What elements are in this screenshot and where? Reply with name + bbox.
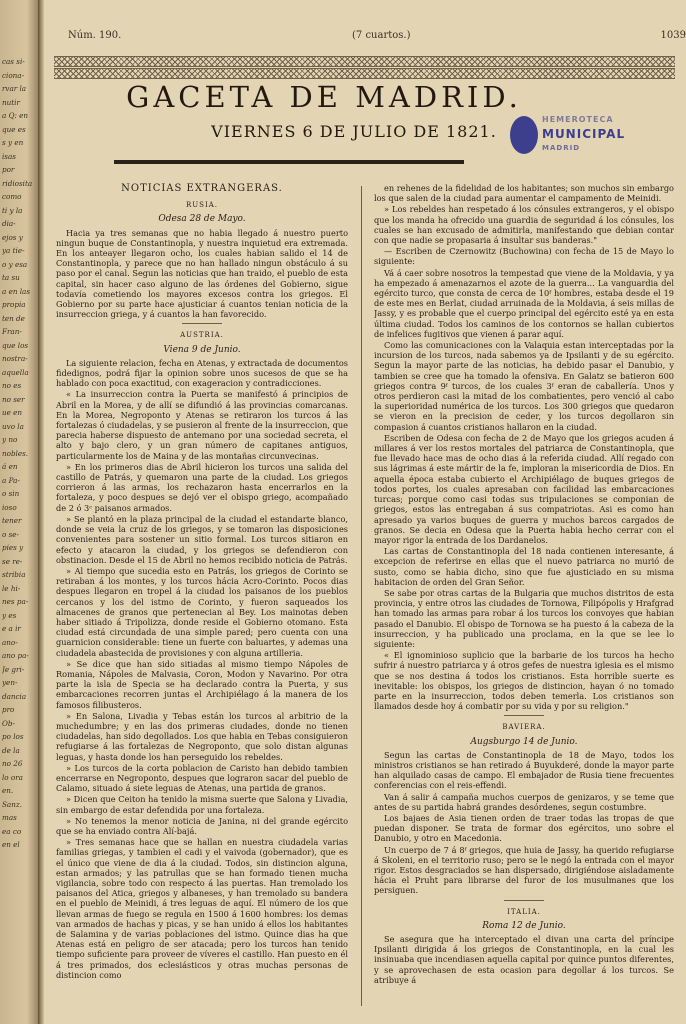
article-paragraph: » No tenemos la menor noticia de Janina, ni del grande egército que se ha enviado contra Alí-bajá. — [56, 815, 348, 836]
article-paragraph: « El ignominioso suplicio que la barbarie de los turcos ha hecho sufrir á nuestro patriarca y á otros gefes de nuestra iglesia es el mismo que se nos destina á todos los cristianos. Esta horrible suerte es inevitable: los obispos, los griegos de distincion, hayan ó no tomado parte en la insurreccion, todos deben temerla. Los cristianos son llamados desde hoy á combatir por su vida y por su religion." — [374, 650, 674, 712]
masthead-title: GACETA DE MADRID. — [126, 80, 522, 114]
article-paragraph: Vá á caer sobre nosotros la tempestad que viene de la Moldavia, y ya ha empezado á amenazarnos el azote de la guerra... La vanguardia del egército turco, que consta de cerca de 10ᶠ hombres, estaba desde el 19 de este mes en Berlat, ciudad arruinada de la Moldavia, á seis millas de Jassy, y es probable que el cuerpo principal del egército esté ya en esta última ciudad. Todos los caminos de los contornos se hallan cubiertos de infelices fugitivos que vienen á parar aquí. — [374, 267, 674, 339]
margin-fragment: lo ora — [2, 772, 23, 782]
masthead-rule — [114, 160, 464, 164]
newspaper-page — [44, 0, 686, 1024]
library-stamp-emblem-icon — [510, 116, 538, 154]
margin-fragment: po los — [2, 732, 24, 741]
margin-fragment: nutir — [2, 97, 20, 107]
margin-fragment: no ser — [2, 394, 25, 404]
margin-fragment: isas — [2, 151, 16, 161]
margin-fragment: a Pa- — [2, 475, 20, 485]
margin-fragment: ioso — [2, 502, 17, 512]
margin-fragment: nostra- — [2, 354, 28, 363]
article-paragraph: Se sabe por otras cartas de la Bulgaria que muchos distritos de esta provincia, y entre otros las ciudades de Tornowa, Filipópolis y Hrafgrad han tomado las armas para robar á los turcos los convoyes que habian pasado el Danubio. El obispo de Tornowa se ha puesto á la cabeza de la insurreccion, y ha publicado una proclama, en la que se lee lo siguiente: — [374, 587, 674, 649]
margin-fragment: Fran- — [2, 327, 22, 336]
margin-fragment: yen- — [2, 678, 18, 687]
divider — [504, 900, 544, 901]
country-heading-austria: AUSTRIA. — [180, 331, 224, 340]
divider — [504, 715, 544, 716]
article-paragraph: La siguiente relacion, fecha en Atenas, y extractada de documentos fidedignos, podrá fijar la opinion sobre unos sucesos de que se ha hablado con poca exactitud, con exageracion y contradicciones. — [56, 357, 348, 389]
margin-fragment: o se- — [2, 529, 19, 539]
issue-price: (7 cuartos.) — [352, 30, 411, 41]
margin-fragment: Je gri- — [2, 664, 25, 674]
issue-date: VIERNES 6 DE JULIO DE 1821. — [211, 122, 497, 141]
margin-fragment: ea co — [2, 826, 22, 836]
library-stamp — [542, 113, 672, 155]
margin-fragment: que los — [2, 340, 29, 350]
article-paragraph: Escriben de Odesa con fecha de 2 de Mayo que los griegos acuden á millares á ver los restos mortales del patriarca de Constantinopla, que fue llevado hace mas de ocho dias á la referida ciudad. Allí regado con sus lágrimas á este mártir de la fe, imploran la misericordia de Dios. En aquella época estaba cubierto el Archipiélago de buques griegos de todos portes, los cuales apresaban con facilidad las embarcaciones turcas; porque como casi todas sus tripulaciones se componian de griegos, estos las entregaban á sus compatriotas. Asi es como han apresado ya varios buques de guerra y muchos barcos cargados de granos. Se decia en Odesa que la Puerta habia hecho cerrar con el mayor rigor la entrada de los Dardanelos. — [374, 432, 674, 545]
article-paragraph: Hacia ya tres semanas que no habia llegado á nuestro puerto ningun buque de Constantinopla, y nuestra inquietud era extremada. En los anteayer llegaron ocho, los cuales habian salido el 14 de Constantinopla, y parece que no han hallado ningun obstáculo á su paso por el canal. Segun las noticias que han traido, el pueblo de esta capital, sin hacer caso alguno de las órdenes del Gobierno, sigue todavía cometiendo los mayores excesos contra los griegos. El Gobierno por su parte hace ajusticiar á cuantos tenian noticia de la insurreccion griega, y á cuantos la han favorecido. — [56, 227, 348, 320]
margin-fragment: que es — [2, 124, 26, 134]
margin-fragment: uvo la — [2, 421, 24, 431]
margin-fragment: aquella — [2, 367, 29, 377]
article-paragraph: » En los primeros dias de Abril hicieron los turcos una salida del castillo de Patrás, y quemaron una parte de la ciudad. Los griegos corrieron á las armas, los rechazaron hasta encerrarlos en la fortaleza, y poco despues se dejó ver el obispo griego, acompañado de 2 ó 3ᶜ paisanos armados. — [56, 461, 348, 513]
article-paragraph: Segun las cartas de Constantinopla de 18 de Mayo, todos los ministros cristianos se han retirado á Buyukderé, donde la mayor parte han alquilado casas de campo. El embajador de Rusia tiene frecuentes conferencias con el reis-effendi. — [374, 749, 674, 791]
margin-fragment: como — [2, 192, 22, 201]
margin-fragment: nes pa- — [2, 597, 29, 606]
margin-fragment: ano pa- — [2, 651, 29, 660]
margin-fragment: ue en — [2, 408, 23, 417]
ornamental-border-top — [54, 56, 675, 67]
country-heading-russia: RUSIA. — [185, 201, 218, 210]
margin-fragment: ta su — [2, 273, 20, 282]
margin-fragment: nobles. — [2, 448, 29, 458]
margin-fragment: Ob- — [2, 718, 15, 728]
article-paragraph: » Los turcos de la corta poblacion de Caristo han debido tambien encerrarse en Negroponto, despues que lograron sacar del pueblo de Calamo, situado á siete leguas de Atenas, una partida de granos. — [56, 762, 348, 794]
stamp-line-2: MUNICIPAL — [542, 127, 626, 141]
margin-fragment: e a ir — [2, 624, 21, 633]
article-paragraph: Las cartas de Constantinopla del 18 nada contienen interesante, á excepcion de referirse en ellas que el nuevo patriarca no murió de susto, como se habia dicho, sino que fue ajusticiado en su misma habitacion de orden del Gran Señor. — [374, 546, 674, 587]
margin-fragment: ten de — [2, 313, 25, 323]
margin-fragment: ya tie- — [2, 246, 25, 255]
dateline-augsburgo: Augsburgo 14 de Junio. — [470, 736, 578, 747]
country-heading-baviera: BAVIERA. — [502, 723, 546, 732]
article-paragraph: en rehenes de la fidelidad de los habitantes; son muchos sin embargo los que salen de la ciudad para aumentar el campamento de Meinidi. — [374, 183, 674, 204]
margin-fragment: se re- — [2, 556, 23, 566]
margin-fragment: no 26 — [2, 759, 23, 768]
margin-fragment: le hi- — [2, 583, 21, 593]
article-paragraph: » Se plantó en la plaza principal de la ciudad el estandarte blanco, donde se veia la cruz de los griegos, y se tomaron las disposiciones convenientes para sostener un sitio formal. Los turcos sitiaron en efecto y atacaron la ciudad, y los griegos se defendieron con obstinacion. Desde el 15 de Abril no hemos recibido noticia de Patrás. — [56, 513, 348, 565]
margin-fragment: stribia — [2, 570, 26, 579]
margin-fragment: en. — [2, 786, 14, 795]
margin-fragment: cas si- — [2, 57, 25, 66]
margin-fragment: dancia — [2, 691, 27, 701]
stamp-line-3: MADRID — [542, 144, 580, 152]
article-paragraph: Los bajaes de Asia tienen orden de traer todas las tropas de que puedan disponer. Se trata de formar dos egércitos, uno sobre el Danubio, y otro en Macedonia. — [374, 812, 674, 844]
margin-fragment: no es — [2, 381, 22, 390]
margin-fragment: mas — [2, 813, 17, 822]
margin-fragment: a en las — [2, 286, 31, 296]
margin-fragment: o sin — [2, 489, 20, 498]
page-header — [66, 30, 686, 44]
margin-fragment: ridiosita — [2, 178, 33, 188]
margin-text-fragments — [2, 55, 36, 852]
country-heading-italia: ITALIA. — [507, 907, 541, 916]
margin-fragment: a Q: en — [2, 111, 29, 120]
stamp-line-1: HEMEROTECA — [542, 115, 614, 124]
right-column — [374, 183, 674, 1013]
adjacent-page-margin — [0, 0, 38, 1024]
margin-fragment: y no — [2, 435, 18, 444]
margin-fragment: Sanz. — [2, 799, 22, 809]
article-paragraph: « La insurreccion contra la Puerta se manifestó á principios de Abril en la Morea, y de allí se difundió á las provincias comarcanas. En la Morea, Negroponto y Atenas se retiraron los turcos á las fortalezas ó ciudadelas, y se pusieron al frente de la insurreccion, que parecia haberse dispuesto de antemano por una sociedad secreta, el alto y bajo clero, y un gran número de capitanes antiguos, particularmente los de Maina y de las montañas circunvecinas. — [56, 389, 348, 461]
margin-fragment: en el — [2, 840, 20, 849]
margin-fragment: o y esa — [2, 259, 28, 269]
article-paragraph: Se asegura que ha interceptado el divan una carta del príncipe Ipsilanti dirigida á los griegos de Constantinopla, en la cual les insinuaba que incendiasen aquella capital por quince puntos diferentes, y se aprovechasen de esta ocasion para degollar á los turcos. Se atribuye á — [374, 934, 674, 985]
margin-fragment: s y en — [2, 138, 24, 147]
margin-fragment: y es — [2, 610, 17, 620]
article-paragraph: » Al tiempo que sucedia esto en Patrás, los griegos de Corinto se retiraban á los montes, y los turcos hácia Acro-Corinto. Pocos dias despues llegaron en tropel á la ciudad los paisanos de los pueblos cercanos y los del istmo de Corinto, y fueron saqueados los almacenes de granos que pertenecian al Bey. Los mainotas deben haber sitiado á Tripolizza, donde reside el Gobierno otomano. Esta ciudad está circundada de una simple pared; pero cuenta con una guarnicion considerable: tiene un fuerte con baluartes, y ademas una ciudadela abastecida de provisiones y con alguna artilleria. — [56, 565, 348, 658]
divider — [182, 323, 222, 324]
dateline-viena: Viena 9 de Junio. — [163, 344, 241, 355]
column-divider — [361, 186, 362, 1006]
article-paragraph: Como las comunicaciones con la Valaquia estan interceptadas por la incursion de los turcos, nada sabemos ya de Ipsilanti y de su egército. Segun la mayor parte de las noticias, ha debido pasar el Danubio, y tambien se cree que ha tomado la ofensiva. En Galatz se batieron 600 griegos contra 9ᶠ turcos, de los cuales 3ᶠ eran de caballería. Unos y otros perdieron casi la mitad de los combatientes, pero venció al cabo la superioridad numérica de los turcos. Los 300 griegos que quedaron se vieron en la precision de ceder, y los turcos degollaron sin compasion á cuantos cristianos hallaron en la ciudad. — [374, 340, 674, 432]
article-paragraph: » Se dice que han sido sitiadas al mismo tiempo Nápoles de Romania, Nápoles de Malvasia, Coron, Modon y Navarino. Por otra parte la isla de Specia se ha declarado contra la Puerta, y sus embarcaciones recorren juntas el Archipiélago á la manera de los famosos filibusteros. — [56, 658, 348, 710]
margin-fragment: pro — [2, 705, 15, 714]
margin-fragment: dia- — [2, 219, 16, 228]
margin-fragment: de la — [2, 745, 20, 755]
margin-fragment: ano- — [2, 637, 18, 647]
margin-fragment: rvar la — [2, 84, 27, 93]
page-number: 1039 — [660, 30, 686, 41]
ornamental-border-bottom — [54, 68, 675, 79]
margin-fragment: propia — [2, 300, 26, 309]
section-title: NOTICIAS EXTRANGERAS. — [121, 183, 283, 194]
dateline-roma: Roma 12 de Junio. — [482, 920, 566, 931]
margin-fragment: ciona- — [2, 70, 24, 80]
margin-fragment: por — [2, 165, 15, 174]
margin-fragment: ti y la — [2, 205, 23, 215]
dateline-odesa: Odesa 28 de Mayo. — [158, 214, 246, 225]
article-paragraph: » Dicen que Ceiton ha tenido la misma suerte que Salona y Livadia, sin embargo de estar defendida por una fortaleza. — [56, 794, 348, 815]
article-paragraph: » En Salona, Livadia y Tebas están los turcos al arbitrio de la muchedumbre; y en las dos primeras ciudades, donde no tienen ciudadelas, han sido degollados. Los que habia en Tebas consiguieron refugiarse á las fortalezas de Negroponto, que solo distan algunas leguas, y hasta donde los han perseguido los rebeldes. — [56, 710, 348, 762]
article-paragraph: » Tres semanas hace que se hallan en nuestra ciudadela varias familias griegas, y tambien el cadi y el vaivoda (gobernador), que es el único que viene de dia á la ciudad. Todos, sin distincion alguna, estan armados; y las patrullas que se han formado tienen mucha vigilancia, sobre todo con respecto á las puertas. Han tremolado los paisanos del Atica, griegos y albaneses, y han tremolado su bandera en el pueblo de Meinidi, á tres leguas de aquí. El número de los que llevan armas de fuego se regula en 1500 á 1600 hombres: los demas van armados de hachas y picas, y se han unido á ellos los habitantes de Salamina y de varias poblaciones del istmo. Quince dias ha que Atenas está en peligro de ser atacada; pero los turcos han tenido tiempo suficiente para proveer de víveres el castillo. Han puesto en él á tres primados, dos eclesiásticos y otras muchas personas de distincion como — [56, 837, 348, 980]
article-paragraph: » Los rebeldes han respetado á los cónsules extrangeros, y el obispo que los manda ha ofrecido una guardia de seguridad á los cónsules, los cuales se han excusado de admitirla, manifestando que debian contar con que nadie se propasaria á insultar sus banderas." — [374, 204, 674, 246]
issue-number: Núm. 190. — [68, 30, 122, 41]
margin-fragment: ejos y — [2, 232, 23, 242]
article-paragraph: Un cuerpo de 7 á 8ᶠ griegos, que huia de Jassy, ha querido refugiarse á Skoleni, en el territorio ruso; pero se le negó la entrada con el mayor rigor. Estos desgraciados se han dispersado, dirigiéndose aisladamente hácia el Pruht para librarse del furor de los musulmanes que los persiguen. — [374, 844, 674, 896]
article-paragraph: Van á salir á campaña muchos cuerpos de genizaros, y se teme que antes de su partida habrá grandes desórdenes, segun costumbre. — [374, 791, 674, 812]
article-paragraph: — Escriben de Czernowitz (Buchowina) con fecha de 15 de Mayo lo siguiente: — [374, 246, 674, 267]
margin-fragment: tener — [2, 516, 22, 525]
margin-fragment: pies y — [2, 543, 24, 552]
left-column — [56, 180, 348, 1010]
margin-fragment: á en — [2, 462, 18, 471]
